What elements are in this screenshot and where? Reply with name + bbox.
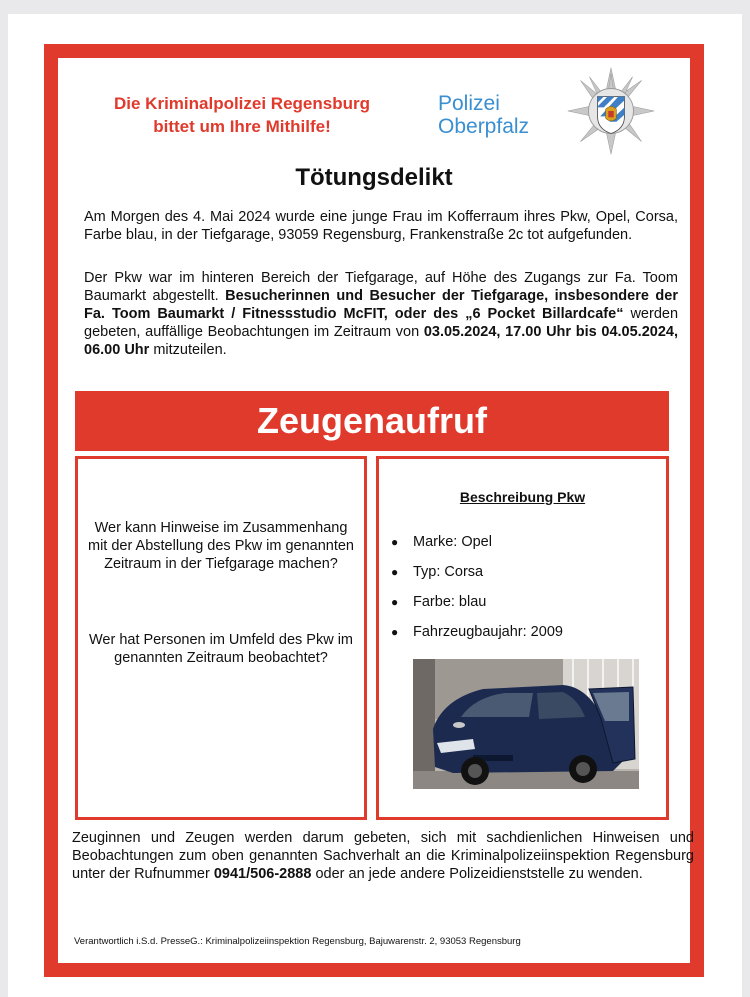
vehicle-description-box (376, 456, 669, 820)
polizei-oberpfalz-label (438, 92, 529, 138)
contact-text-b: oder an jede andere Polizeidienststelle zu wenden. (311, 866, 643, 882)
vehicle-attr-type: Typ: Corsa (413, 564, 484, 580)
vehicle-attr-year: Fahrzeugbaujahr: 2009 (413, 624, 563, 640)
page-title: Tötungsdelikt (295, 164, 453, 191)
vehicle-attr-make: Marke: Opel (413, 534, 492, 550)
list-item (391, 527, 563, 557)
contact-text-a: Zeuginnen und Zeugen werden darum gebeten, sich mit sachdienlichen Hinweisen und Beobachtungen zum oben genannten Sachverhalt an die Kriminalpolizeiinspektion Regensburg unter der Rufnummer (72, 830, 694, 882)
intro-paragraph-2 (84, 269, 678, 359)
car-photo (413, 659, 639, 789)
bullet-icon: ● (391, 625, 399, 639)
poster-content (58, 58, 694, 963)
intro-p2-text-c: werden gebeten, auffällige Beobachtungen im Zeitraum von (84, 306, 679, 340)
polizei-label-line1: Polizei (438, 92, 500, 115)
intro-p2-bold-timeframe: 03.05.2024, 17.00 Uhr bis 04.05.2024, 06.00 Uhr (84, 324, 678, 358)
poster-frame (44, 44, 704, 977)
list-item (391, 617, 563, 647)
police-star-badge-icon (566, 66, 656, 156)
intro-p2-text-a: Der Pkw war im hinteren Bereich der Tiefgarage, auf Höhe des Zugangs zur Fa. Toom Baumarkt abgestellt. (84, 270, 678, 304)
question-2: Wer hat Personen im Umfeld des Pkw im genannten Zeitraum beobachtet? (88, 632, 354, 666)
intro-p2-text-e: mitzuteilen. (149, 342, 227, 358)
intro-p2-bold-visitors: Besucherinnen und Besucher der Tiefgarage, insbesondere der Fa. Toom Baumarkt / Fitnessstudio McFIT, oder des „6 Pocket Billardcafe“ (84, 288, 678, 322)
list-item (391, 557, 563, 587)
vehicle-attribute-list (391, 527, 563, 647)
kripo-heading (72, 92, 412, 138)
contact-paragraph (72, 829, 694, 883)
kripo-heading-line2: bittet um Ihre Mithilfe! (153, 117, 331, 136)
kripo-heading-line1: Die Kriminalpolizei Regensburg (114, 94, 370, 113)
question-1: Wer kann Hinweise im Zusammenhang mit der Abstellung des Pkw im genannten Zeitraum in der Tiefgarage machen? (88, 520, 354, 572)
polizei-label-line2: Oberpfalz (438, 115, 530, 138)
questions-box (75, 456, 367, 820)
vehicle-description-title: Beschreibung Pkw (459, 489, 586, 505)
legal-footer: Verantwortlich i.S.d. PresseG.: Kriminalpolizeiinspektion Regensburg, Bajuwarenstr. 2, 93053 Regensburg (74, 936, 521, 947)
bullet-icon: ● (391, 535, 399, 549)
intro-paragraph-1: Am Morgen des 4. Mai 2024 wurde eine junge Frau im Kofferraum ihres Pkw, Opel, Corsa, Farbe blau, in der Tiefgarage, 93059 Regensburg, Frankenstraße 2c tot aufgefunden. (84, 209, 678, 243)
vehicle-attr-color: Farbe: blau (413, 594, 487, 610)
bullet-icon: ● (391, 565, 399, 579)
bullet-icon: ● (391, 595, 399, 609)
zeugenaufruf-banner: Zeugenaufruf (75, 391, 669, 451)
list-item (391, 587, 563, 617)
contact-phone-number: 0941/506-2888 (213, 866, 312, 882)
